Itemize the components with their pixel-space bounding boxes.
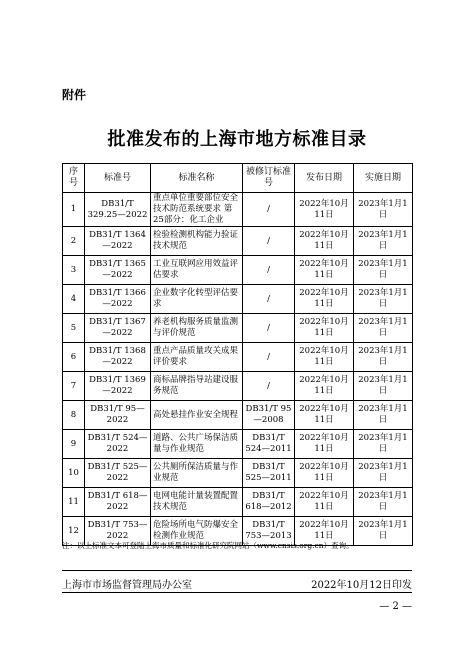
row-code: DB31/T 1365—2022 bbox=[85, 256, 151, 285]
row-effective-date: 2023年1月1日 bbox=[354, 343, 413, 372]
row-publish-date: 2022年10月11日 bbox=[295, 517, 354, 546]
row-name: 企业数字化转型评估要求 bbox=[151, 285, 243, 314]
footer-rule-bottom bbox=[62, 592, 412, 593]
row-replaced: DB31/T 618—2012 bbox=[243, 488, 295, 517]
table-row bbox=[63, 459, 413, 488]
row-publish-date: 2022年10月11日 bbox=[295, 430, 354, 459]
row-publish-date: 2022年10月11日 bbox=[295, 314, 354, 343]
print-date: 2022年10月12日印发 bbox=[311, 580, 412, 591]
table-row bbox=[63, 256, 413, 285]
table-row bbox=[63, 343, 413, 372]
row-publish-date: 2022年10月11日 bbox=[295, 227, 354, 256]
row-effective-date: 2023年1月1日 bbox=[354, 372, 413, 401]
row-code: DB31/T 1369—2022 bbox=[85, 372, 151, 401]
header-code: 标准号 bbox=[85, 164, 151, 193]
attachment-label: 附件 bbox=[62, 88, 87, 102]
row-replaced: / bbox=[243, 227, 295, 256]
row-code: DB31/T 524—2022 bbox=[85, 430, 151, 459]
row-replaced: / bbox=[243, 372, 295, 401]
page-number: — 2 — bbox=[379, 601, 412, 612]
row-replaced: DB31/T 525—2011 bbox=[243, 459, 295, 488]
row-replaced: / bbox=[243, 285, 295, 314]
header-no: 序号 bbox=[63, 164, 85, 193]
row-effective-date: 2023年1月1日 bbox=[354, 459, 413, 488]
row-replaced: / bbox=[243, 314, 295, 343]
row-name: 重点产品质量攻关成果评价要求 bbox=[151, 343, 243, 372]
row-code: DB31/T 1366—2022 bbox=[85, 285, 151, 314]
issuing-office: 上海市市场监督管理局办公室 bbox=[62, 580, 192, 591]
row-code: DB31/T 95—2022 bbox=[85, 401, 151, 430]
header-name: 标准名称 bbox=[151, 164, 243, 193]
table-row bbox=[63, 488, 413, 517]
row-effective-date: 2023年1月1日 bbox=[354, 401, 413, 430]
row-replaced: / bbox=[243, 193, 295, 227]
row-no: 5 bbox=[63, 314, 85, 343]
row-no: 12 bbox=[63, 517, 85, 546]
row-publish-date: 2022年10月11日 bbox=[295, 372, 354, 401]
row-no: 1 bbox=[63, 193, 85, 227]
table-row bbox=[63, 314, 413, 343]
row-name: 公共厕所保洁质量与作业规范 bbox=[151, 459, 243, 488]
row-code: DB31/T 329.25—2022 bbox=[85, 193, 151, 227]
row-name: 检验检测机构能力验证技术规范 bbox=[151, 227, 243, 256]
row-code: DB31/T 1364—2022 bbox=[85, 227, 151, 256]
footnote: 注：以上标准文本可登陆上海市质量和标准化研究院网站（www.cnsis.org.cn）查询。 bbox=[62, 541, 354, 550]
row-name: 道路、公共广场保洁质量与作业规范 bbox=[151, 430, 243, 459]
table-row bbox=[63, 430, 413, 459]
row-name: 高处悬挂作业安全规程 bbox=[151, 401, 243, 430]
row-name: 养老机构服务质量监测与评价规范 bbox=[151, 314, 243, 343]
row-publish-date: 2022年10月11日 bbox=[295, 343, 354, 372]
row-no: 2 bbox=[63, 227, 85, 256]
row-effective-date: 2023年1月1日 bbox=[354, 430, 413, 459]
row-no: 11 bbox=[63, 488, 85, 517]
table-row bbox=[63, 401, 413, 430]
row-name: 重点单位重要部位安全技术防范系统要求 第25部分：化工企业 bbox=[151, 193, 243, 227]
row-name: 商标品牌指导站建设服务规范 bbox=[151, 372, 243, 401]
document-title: 批准发布的上海市地方标准目录 bbox=[107, 129, 367, 150]
row-no: 7 bbox=[63, 372, 85, 401]
row-code: DB31/T 618—2022 bbox=[85, 488, 151, 517]
table-row bbox=[63, 372, 413, 401]
row-name: 电网电能计量装置配置技术规范 bbox=[151, 488, 243, 517]
row-publish-date: 2022年10月11日 bbox=[295, 488, 354, 517]
table-row bbox=[63, 227, 413, 256]
footer-rule-top bbox=[62, 570, 412, 571]
row-no: 10 bbox=[63, 459, 85, 488]
row-effective-date: 2023年1月1日 bbox=[354, 314, 413, 343]
header-effective-date: 实施日期 bbox=[354, 164, 413, 193]
row-name: 工业互联网应用效益评估要求 bbox=[151, 256, 243, 285]
row-no: 8 bbox=[63, 401, 85, 430]
row-effective-date: 2023年1月1日 bbox=[354, 517, 413, 546]
row-code: DB31/T 1368—2022 bbox=[85, 343, 151, 372]
table-header-row bbox=[63, 164, 413, 193]
row-replaced: DB31/T 524—2011 bbox=[243, 430, 295, 459]
row-effective-date: 2023年1月1日 bbox=[354, 488, 413, 517]
row-name: 危险场所电气防爆安全检测作业规范 bbox=[151, 517, 243, 546]
row-code: DB31/T 1367—2022 bbox=[85, 314, 151, 343]
row-effective-date: 2023年1月1日 bbox=[354, 193, 413, 227]
standards-table bbox=[62, 163, 413, 546]
row-publish-date: 2022年10月11日 bbox=[295, 285, 354, 314]
row-publish-date: 2022年10月11日 bbox=[295, 459, 354, 488]
row-code: DB31/T 753—2022 bbox=[85, 517, 151, 546]
header-publish-date: 发布日期 bbox=[295, 164, 354, 193]
row-replaced: / bbox=[243, 256, 295, 285]
row-replaced: DB31/T 95—2008 bbox=[243, 401, 295, 430]
row-publish-date: 2022年10月11日 bbox=[295, 256, 354, 285]
header-replaced: 被修订标准号 bbox=[243, 164, 295, 193]
row-publish-date: 2022年10月11日 bbox=[295, 401, 354, 430]
table-row bbox=[63, 193, 413, 227]
row-no: 9 bbox=[63, 430, 85, 459]
row-code: DB31/T 525—2022 bbox=[85, 459, 151, 488]
row-replaced: / bbox=[243, 343, 295, 372]
table-row bbox=[63, 285, 413, 314]
row-effective-date: 2023年1月1日 bbox=[354, 285, 413, 314]
row-no: 4 bbox=[63, 285, 85, 314]
row-no: 3 bbox=[63, 256, 85, 285]
row-replaced: DB31/T 753—2013 bbox=[243, 517, 295, 546]
row-publish-date: 2022年10月11日 bbox=[295, 193, 354, 227]
row-no: 6 bbox=[63, 343, 85, 372]
row-effective-date: 2023年1月1日 bbox=[354, 227, 413, 256]
row-effective-date: 2023年1月1日 bbox=[354, 256, 413, 285]
